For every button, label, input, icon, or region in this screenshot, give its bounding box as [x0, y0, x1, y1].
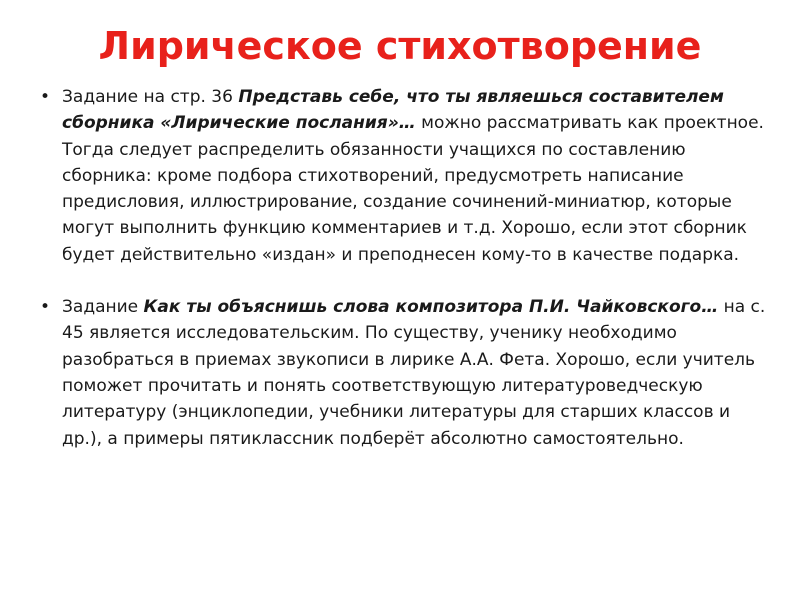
bullet-text-lead: Задание — [62, 297, 144, 318]
bullet-dot-icon: • — [40, 297, 51, 318]
bullet-item — [40, 84, 775, 268]
bullet-task-quote: Как ты объяснишь слова композитора П.И. Чайковского… — [143, 297, 719, 318]
bullet-task-quote: Представь себе, что ты являешься составителем сборника «Лирические послания»… — [62, 87, 724, 134]
bullet-text-tail: можно рассматривать как проектное. Тогда следует распределить обязанности учащихся по составлению сборника: кроме подбора стихотворений, предусмотреть написание предисловия, иллюстрирование, создание сочинений-миниатюр, которые могут выполнить функцию комментариев и т.д. Хорошо, если этот сборник будет действительно «издан» и преподнесен кому-то в качестве подарка. — [62, 113, 764, 265]
bullet-dot-icon: • — [40, 87, 51, 107]
bullet-item — [40, 294, 775, 452]
bullet-list — [40, 84, 775, 452]
bullet-text-tail: на с. 45 является исследовательским. По существу, ученику необходимо разобраться в приемах звукописи в лирике А.А. Фета. Хорошо, если учитель поможет прочитать и понять соответствующую литературоведческую литературу (энциклопедии, учебники литературы для старших классов и др.), а примеры пятиклассник подберёт абсолютно самостоятельно. — [62, 297, 766, 449]
slide-title: Лирическое стихотворение — [98, 24, 702, 68]
bullet-text-lead: Задание на стр. 36 — [62, 87, 239, 107]
